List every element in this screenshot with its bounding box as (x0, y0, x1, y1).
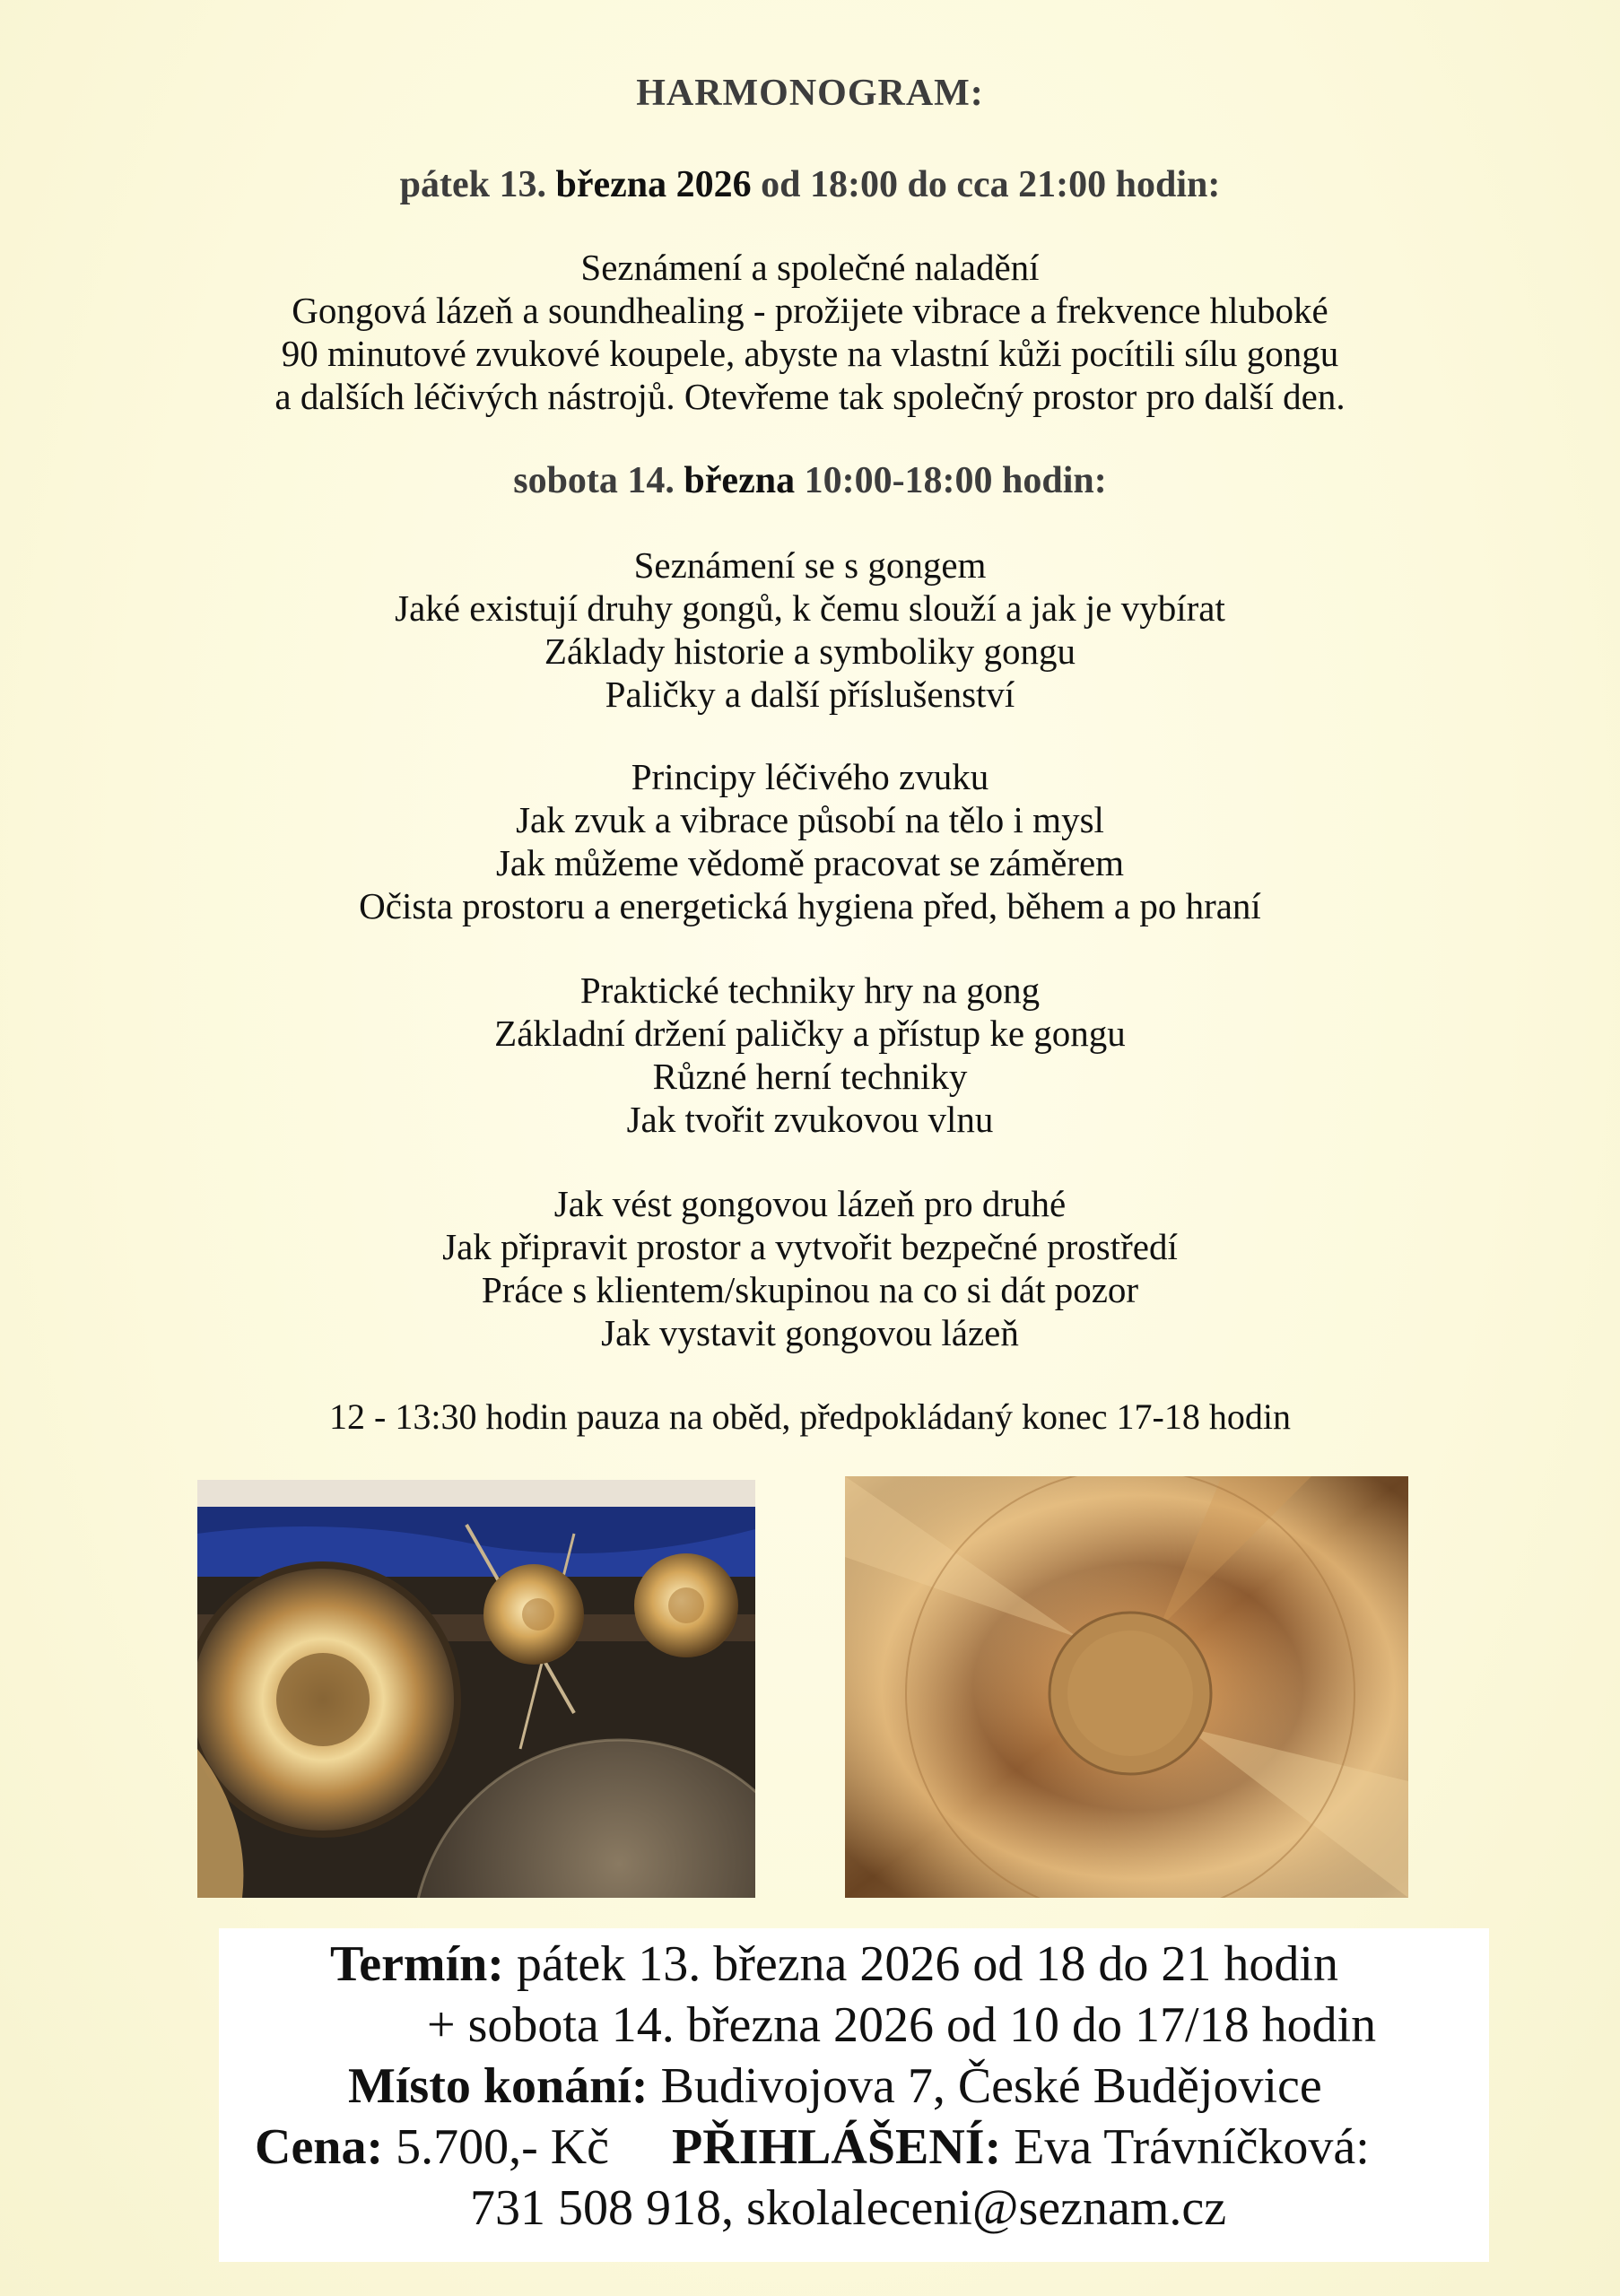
gongs-stand-photo (197, 1480, 755, 1898)
section-line: Očista prostoru a energetická hygiena před, během a po hraní (359, 885, 1261, 926)
friday-line: a dalších léčivých nástrojů. Otevřeme tak společný prostor pro další den. (274, 376, 1346, 417)
termin-line-2 (427, 1996, 1376, 2054)
section-line: Základy historie a symboliky gongu (544, 631, 1076, 672)
cena-label: Cena: (255, 2119, 384, 2175)
saturday-section-1 (0, 544, 1620, 716)
saturday-section-2 (0, 755, 1620, 927)
friday-heading-part-a: pátek 13. (399, 164, 556, 205)
termin-line (330, 1935, 1338, 1993)
section-line: Různé herní techniky (652, 1056, 968, 1097)
section-line: Jak tvořit zvukovou vlnu (626, 1099, 994, 1140)
prihlaseni-label: PŘIHLÁŠENÍ: (672, 2119, 1002, 2175)
section-line: Jak zvuk a vibrace působí na tělo i mysl (516, 799, 1104, 840)
termin-label: Termín: (330, 1936, 504, 1992)
section-line: Jaké existují druhy gongů, k čemu slouží a jak je vybírat (395, 587, 1225, 629)
friday-line: Gongová lázeň a soundhealing - prožijete vibrace a frekvence hluboké (292, 290, 1328, 331)
misto-value: Budivojova 7, České Budějovice (648, 2058, 1322, 2114)
section-line: Práce s klientem/skupinou na co si dát pozor (481, 1269, 1139, 1310)
prihlaseni-value: Eva Trávníčková: (1001, 2119, 1370, 2175)
section-line: Jak vést gongovou lázeň pro druhé (553, 1183, 1067, 1224)
saturday-heading-part-a: sobota 14. (513, 460, 684, 501)
friday-heading (0, 163, 1620, 206)
friday-heading-part-c: od 18:00 do cca 21:00 hodin: (751, 164, 1221, 205)
friday-heading-part-b: března 2026 (555, 164, 752, 205)
termin-value-2: + sobota 14. března 2026 od 10 do 17/18 hodin (427, 1997, 1377, 2053)
saturday-heading-part-b: března (684, 460, 796, 501)
section-line: Základní držení paličky a přístup ke gongu (494, 1013, 1126, 1054)
misto-label: Místo konání: (348, 2058, 649, 2114)
termin-value: pátek 13. března 2026 od 18 do 21 hodin (503, 1936, 1338, 1992)
gong-closeup-photo (845, 1476, 1408, 1898)
section-line: Principy léčivého zvuku (631, 756, 989, 797)
section-line: Praktické techniky hry na gong (579, 970, 1041, 1011)
lunch-note: 12 - 13:30 hodin pauza na oběd, předpokládaný konec 17-18 hodin (329, 1396, 1291, 1437)
page-title: HARMONOGRAM: (636, 73, 984, 114)
section-line: Jak vystavit gongovou lázeň (601, 1312, 1019, 1353)
friday-line: 90 minutové zvukové koupele, abyste na vlastní kůži pocítili sílu gongu (281, 333, 1339, 374)
saturday-section-4 (0, 1182, 1620, 1354)
section-line: Paličky a další příslušenství (605, 674, 1015, 715)
misto-line (348, 2057, 1322, 2115)
section-line: Jak můžeme vědomě pracovat se záměrem (495, 842, 1125, 883)
contact-line: 731 508 918, skolaleceni@seznam.cz (470, 2180, 1227, 2236)
saturday-heading (0, 459, 1620, 502)
saturday-heading-part-c: 10:00-18:00 hodin: (795, 460, 1107, 501)
cena-value: 5.700,- Kč (383, 2119, 610, 2175)
friday-description (0, 246, 1620, 418)
section-line: Jak připravit prostor a vytvořit bezpečné prostředí (442, 1226, 1178, 1267)
gongs-stand-image (197, 1480, 755, 1898)
friday-line: Seznámení a společné naladění (580, 247, 1040, 288)
gong-closeup-image (845, 1476, 1408, 1898)
cena-line (255, 2118, 1370, 2176)
section-line: Seznámení se s gongem (633, 544, 987, 586)
event-info-box (219, 1928, 1489, 2262)
saturday-section-3 (0, 969, 1620, 1141)
